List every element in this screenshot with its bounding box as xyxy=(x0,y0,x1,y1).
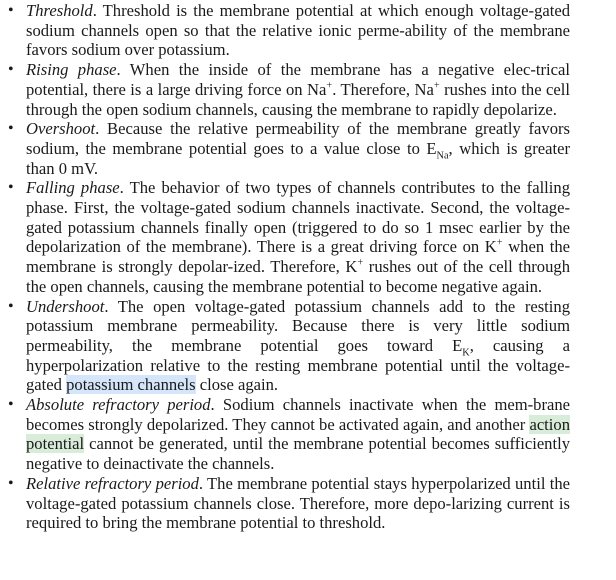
term-label: Overshoot xyxy=(26,119,96,139)
body-text: . When the inside of the membrane has a negative elec-trical potential, there is a large driving force on Na xyxy=(26,60,570,99)
superscript: + xyxy=(357,257,364,269)
list-item-falling-phase xyxy=(8,178,571,296)
term-label: Rising phase xyxy=(26,60,117,80)
bullet-icon: • xyxy=(8,61,14,79)
body-text: cannot be generated, until the membrane potential becomes sufficiently negative to deinactivate the channels. xyxy=(26,434,570,474)
list-item-threshold xyxy=(8,1,570,60)
body-text: when the membrane is strongly depolar-ized. Therefore, K xyxy=(26,237,571,277)
bullet-icon: • xyxy=(8,396,14,414)
term-label: Falling phase xyxy=(26,178,120,198)
superscript: + xyxy=(326,80,333,92)
body-text: . Threshold is the membrane potential at which enough voltage-gated sodium channels open so that the relative ionic perme-ability of the membrane favors sodium over potassium. xyxy=(26,1,570,60)
superscript: + xyxy=(433,80,440,92)
list-item-absolute-refractory-period xyxy=(8,395,571,474)
superscript: + xyxy=(496,237,503,249)
highlighted-text[interactable]: potassium channels xyxy=(66,375,196,395)
subscript: K xyxy=(462,347,470,359)
body-text: , causing a hyperpolarization relative to the resting membrane potential until the voltage-gated xyxy=(26,335,570,395)
body-text: . The behavior of two types of channels contributes to the falling phase. First, the voltage-gated sodium channels inactivate. Second, the voltage-gated potassium channels finally open (triggered to do so 1 msec earlier by the depolarization of the membrane). There is a great driving force on K xyxy=(26,178,570,257)
subscript: Na xyxy=(436,150,449,162)
list-item-undershoot xyxy=(8,296,570,396)
body-text: rushes into the cell through the open sodium channels, causing the membrane to rapidly depolarize. xyxy=(26,79,570,119)
bullet-icon: • xyxy=(8,120,14,138)
highlighted-text[interactable]: action potential xyxy=(26,414,570,454)
bullet-icon: • xyxy=(8,2,14,19)
bullet-list xyxy=(8,1,571,533)
list-item-rising-phase xyxy=(8,60,570,119)
bullet-icon: • xyxy=(8,474,14,492)
body-text: close again. xyxy=(195,375,279,395)
list-item-relative-refractory-period xyxy=(8,473,570,533)
term-label: Undershoot xyxy=(26,296,105,316)
body-text: . The open voltage-gated potassium channels add to the resting potassium membrane permeability. Because there is very little sodium permeability, the membrane potential goes toward E xyxy=(26,296,570,355)
body-text: . Sodium channels inactivate when the mem-brane becomes strongly depolarized. They cannot be activated again, and another xyxy=(26,395,571,434)
term-label: Threshold xyxy=(26,1,93,20)
body-text: . Therefore, Na xyxy=(332,79,434,99)
body-text: . The membrane potential stays hyperpolarized until the voltage-gated potassium channels close. Therefore, more depo-larizing current is required to bring the membrane potential to threshold. xyxy=(26,473,570,533)
list-item-overshoot xyxy=(8,119,570,178)
term-label: Absolute refractory period xyxy=(26,395,211,415)
body-text: . Because the relative permeability of the membrane greatly favors sodium, the membrane potential goes to a value close to E xyxy=(26,119,570,158)
body-text: , which is greater than 0 mV. xyxy=(26,138,570,178)
body-text: rushes out of the cell through the open channels, causing the membrane potential to become negative again. xyxy=(26,257,570,296)
bullet-icon: • xyxy=(8,179,14,197)
term-label: Relative refractory period xyxy=(26,473,199,493)
bullet-icon: • xyxy=(8,297,14,315)
